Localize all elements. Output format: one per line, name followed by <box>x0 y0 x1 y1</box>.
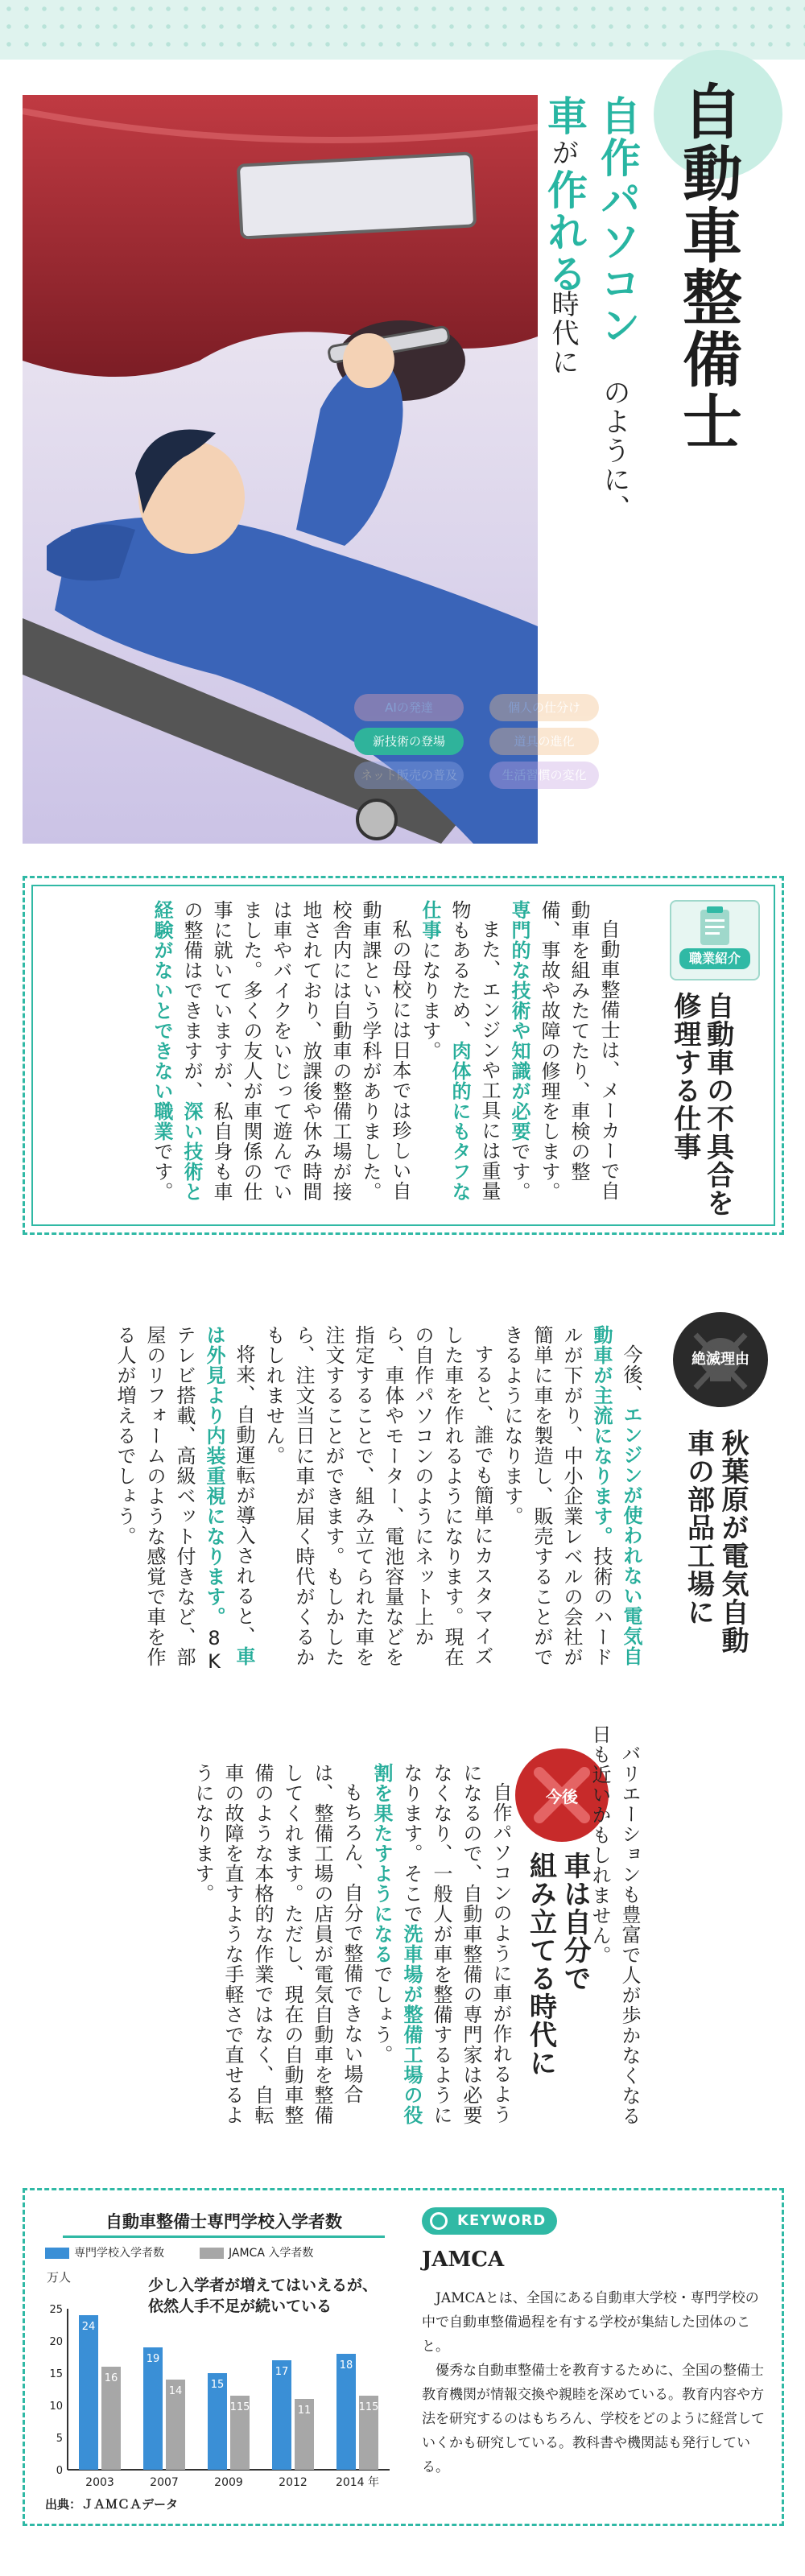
highlight-text: 肉体的にもタフな仕事 <box>419 900 471 1202</box>
bar-value-label: 18 <box>339 2359 353 2372</box>
chart-source: 出典：ＪＡＭＣＡデータ <box>45 2497 179 2512</box>
future-badge-label: 今後 <box>546 1787 578 1806</box>
chart-note-line1: 少し入学者が増えてはいえるが、 <box>148 2277 378 2294</box>
body-text: 自動車整備士は、メーカーで自動車を組みたてたり、車検の整備、事故や故障の修理をします。 <box>538 900 620 1202</box>
legend-series-2 <box>200 2244 313 2260</box>
chart-title: 自動車整備士専門学校入学者数 <box>63 2206 385 2238</box>
keyword-badge: KEYWORD <box>422 2207 557 2235</box>
bar-value-label: 24 <box>81 2321 96 2333</box>
extinction-badge-label: 絶滅理由 <box>691 1351 749 1368</box>
job-intro-title <box>668 992 734 1217</box>
page-title: 自動車整備士 <box>673 80 742 452</box>
bar-value-label: 11 <box>297 2405 312 2417</box>
x-tick-label: 2009 <box>214 2476 243 2489</box>
body-text: 私の母校には日本では珍しい自動車課という学科がありました。校舎内には自動車の整備工場が接地されており、放課後や休み時間は車やバイクをいじって遊んでいました。多くの友人が車関係の仕事に就いていますが、私自身も車の整備はできますが、 <box>180 900 411 1202</box>
keyword-description <box>422 2286 768 2479</box>
job-intro-badge-label: 職業紹介 <box>679 948 750 969</box>
extinction-text-lower <box>584 1724 644 2127</box>
body-text: もちろん、自分で整備できない場合は、整備工場の店員が電気自動車を整備してくれます。ただし、現在の自動車整備のような本格的な作業ではなく、自転車の故障を直すような手軽さで直せるようになります。 <box>192 1763 363 2125</box>
paragraph <box>366 1763 515 2141</box>
bar-value-label: 115 <box>229 2401 250 2413</box>
legend-label-1: 専門学校入学者数 <box>74 2247 164 2260</box>
extinction-badge <box>673 1312 768 1407</box>
highlight-text: 洗車場が整備工場の役割を果たすようになる <box>370 1763 423 2125</box>
tag-new-technology: 新技術の登場 <box>354 728 464 755</box>
body-text: になります。 <box>419 940 441 1061</box>
tag-tool-evolution: 道具の進化 <box>489 728 599 755</box>
legend-label-2: JAMCA 入学者数 <box>229 2247 314 2260</box>
mechanic-illustration <box>23 95 538 844</box>
tag-online-sales: ネット販売の普及 <box>354 762 464 789</box>
body-text: です。 <box>151 1141 173 1202</box>
bar-value-label: 115 <box>358 2401 379 2413</box>
y-tick-label: 10 <box>49 2401 63 2413</box>
paragraph <box>258 1325 497 1681</box>
paragraph <box>415 900 504 1218</box>
extinction-title <box>681 1429 749 1654</box>
top-pattern-strip <box>0 0 805 60</box>
body-text: 自作パソコンのように車が作れるようになるので、自動車整備の専門家は必要なくなり、一般人が車を整備するようになります。そこで <box>400 1763 512 2125</box>
x-tick-label: 2003 <box>85 2476 114 2489</box>
y-tick-label: 20 <box>49 2336 63 2348</box>
body-text: 将来、自動運転が導入されると、 <box>233 1344 255 1646</box>
y-tick-label: 0 <box>56 2465 63 2477</box>
bar-value-label: 14 <box>168 2385 183 2397</box>
bar-value-label: 16 <box>104 2372 118 2384</box>
subtitle-highlight-1: 自作パソコン <box>594 95 641 346</box>
job-intro-badge <box>670 900 760 980</box>
legend-swatch-1 <box>45 2248 69 2259</box>
paragraph <box>147 900 415 1218</box>
body-text: 今後、 <box>620 1344 642 1405</box>
keyword-paragraph-2: 優秀な自動車整備士を教育するために、全国の整備士教育機関が情報交換や親睦を深めている。教育内容や方法を研究するのはもちろん、学校をどのように経営していくかも研究している。教科書や機関誌も発行している。 <box>422 2363 766 2475</box>
tag-individual-sorting: 個人の仕分け <box>489 694 599 721</box>
subtitle-highlight-2b: 作れる <box>541 169 588 295</box>
highlight-text: 専門的な技術や知識が必要 <box>508 900 530 1141</box>
future-title <box>523 1852 592 2077</box>
clipboard-icon <box>671 902 758 950</box>
job-intro-text <box>147 900 623 1218</box>
subtitle-rest-2: 時代に <box>547 290 579 377</box>
body-text: 8Kテレビ搭載、高級ベット付きなど、部屋のリフォームのような感覚で車を作る人が増えるでしょう。 <box>114 1325 225 1674</box>
y-tick-label: 5 <box>56 2433 63 2445</box>
body-text: です。 <box>508 1141 530 1202</box>
subtitle-highlight-2a: 車 <box>541 95 588 137</box>
tag-lifestyle-change: 生活習慣の変化 <box>489 762 599 789</box>
extinction-title-line2: 車の部品工場に <box>682 1429 715 1626</box>
keyword-paragraph-1: JAMCAとは、全国にある自動車大学校・専門学校の中で自動車整備過程を有する学校が集結した団体のこと。 <box>422 2290 759 2355</box>
body-text: バリエーションも豊富で人が歩かなくなる日も近いかもしれません。 <box>588 1724 641 2126</box>
future-title-line1: 車は自分で <box>559 1852 591 1992</box>
bar-value-label: 17 <box>275 2366 289 2378</box>
highlight-text: 車は外見より内装重視になります。 <box>203 1325 255 1666</box>
paragraph <box>584 1724 644 2127</box>
body-text: また、エンジンや工具には重量物もあるため、 <box>448 900 501 1201</box>
bar-school <box>143 2347 163 2470</box>
highlight-text: 深い技術と経験がないとできない職業 <box>151 900 203 1202</box>
paragraph <box>109 1325 258 1681</box>
highlight-text: エンジンが使われない電気自動車が主流になります。 <box>590 1325 642 1666</box>
job-intro-title-line1: 自動車の不具合を <box>701 992 734 1217</box>
legend-series-1 <box>45 2244 164 2260</box>
extinction-title-line1: 秋葉原が電気自動 <box>716 1429 749 1654</box>
subtitle-mid-2: が <box>547 138 579 166</box>
x-tick-label: 2012 <box>279 2476 308 2489</box>
y-tick-label: 25 <box>49 2304 63 2316</box>
subtitle-rest-1: のように、 <box>598 378 630 523</box>
bar-school <box>79 2315 98 2470</box>
paragraph <box>188 1763 366 2141</box>
future-text <box>188 1763 515 2141</box>
tag-ai-development: AIの発達 <box>354 694 464 721</box>
bar-value-label: 15 <box>210 2379 225 2391</box>
y-tick-label: 15 <box>49 2368 63 2380</box>
y-axis-unit: 万人 <box>47 2270 72 2285</box>
body-text: 技術のハードルが下がり、中小企業レベルの会社が簡単に車を製造し、販売することができるようになります。 <box>501 1325 613 1667</box>
extinction-text-upper <box>109 1325 646 1681</box>
job-intro-title-line2: 修理する仕事 <box>668 992 701 1161</box>
body-text: でしょう。 <box>370 1964 393 2065</box>
chart-note-line2: 依然人手不足が続いている <box>148 2297 332 2315</box>
body-text: すると、誰でも簡単にカスタマイズした車を作れるようになります。現在の自作パソコンのようにネット上から、車体やモーター、電池容量などを指定することで、組み立てられた車を注文することができます。もしかしたら、注文当日に車が届く時代がくるかもしれません。 <box>262 1325 493 1667</box>
x-tick-label: 2014 年 <box>335 2476 380 2489</box>
bar-chart <box>43 2285 398 2494</box>
bar-value-label: 19 <box>146 2353 160 2365</box>
paragraph <box>504 900 623 1218</box>
x-tick-label: 2007 <box>150 2476 179 2489</box>
keyword-term: JAMCA <box>422 2248 505 2272</box>
legend-swatch-2 <box>200 2248 224 2259</box>
future-title-line2: 組み立てる時代に <box>524 1852 557 2077</box>
magnifier-icon <box>430 2212 448 2230</box>
paragraph <box>497 1325 646 1681</box>
